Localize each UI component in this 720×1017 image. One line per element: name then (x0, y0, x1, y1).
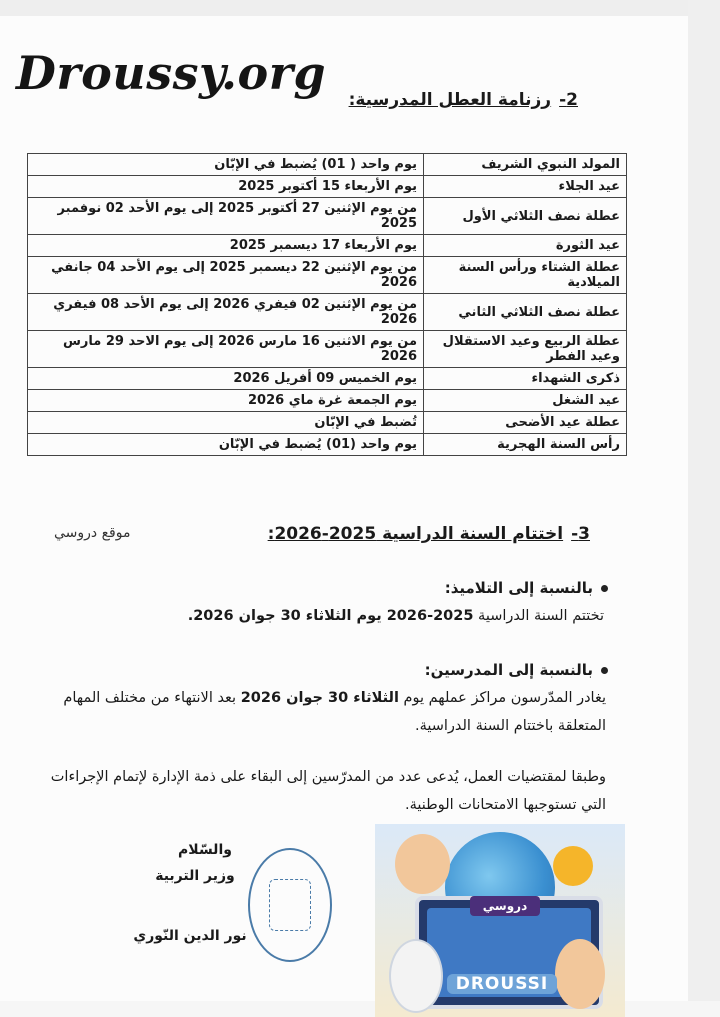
holiday-name: رأس السنة الهجرية (424, 434, 627, 456)
holiday-date: من يوم الاثنين 16 مارس 2026 إلى يوم الاحد 29 مارس 2026 (28, 331, 424, 368)
bullet-icon (601, 585, 608, 592)
site-watermark: Droussy.org (16, 46, 327, 100)
section-3-number: 3- (571, 524, 590, 544)
table-row (28, 368, 627, 390)
closing-text: والسّلام (178, 842, 232, 858)
seal-emblem-icon (269, 879, 311, 931)
note-text: وطبقا لمقتضيات العمل، يُدعى عدد من المدرّسين إلى البقاء على ذمة الإدارة لإتمام الإجراءات التي تستوجبها الامتحانات الوطنية. (50, 769, 606, 813)
site-label: موقع دروسي (54, 525, 131, 541)
holiday-date: من يوم الإثنين 27 أكتوبر 2025 إلى يوم الأحد 02 نوفمبر 2025 (28, 198, 424, 235)
section-3-heading (268, 524, 590, 544)
astronaut-illustration (389, 939, 443, 1013)
logo-word: DROUSSI (447, 974, 557, 994)
holiday-name: عيد الثورة (424, 235, 627, 257)
table-row (28, 390, 627, 412)
holiday-date: يوم الأربعاء 15 أكتوبر 2025 (28, 176, 424, 198)
table-row (28, 294, 627, 331)
holidays-table (27, 153, 627, 456)
holiday-date: تُضبط في الإبّان (28, 412, 424, 434)
holiday-date: يوم الأربعاء 17 ديسمبر 2025 (28, 235, 424, 257)
minister-name: نور الدين النّوري (133, 928, 247, 944)
bullet-icon (601, 667, 608, 674)
holiday-date: يوم الخميس 09 أفريل 2026 (28, 368, 424, 390)
holiday-name: عيد الجلاء (424, 176, 627, 198)
holiday-name: عطلة الربيع وعيد الاستقلال وعيد الفطر (424, 331, 627, 368)
droussi-logo (375, 824, 625, 1017)
holiday-name: عطلة نصف الثلاثي الأول (424, 198, 627, 235)
table-row (28, 412, 627, 434)
child-illustration (555, 939, 605, 1009)
holiday-date: يوم واحد ( 01) يُضبط في الإبّان (28, 154, 424, 176)
ministry-seal (248, 848, 332, 962)
table-row (28, 198, 627, 235)
minister-role: وزير التربية (155, 868, 235, 884)
holiday-date: من يوم الإثنين 22 ديسمبر 2025 إلى يوم الأحد 04 جانفي 2026 (28, 257, 424, 294)
table-row (28, 235, 627, 257)
holiday-name: عطلة نصف الثلاثي الثاني (424, 294, 627, 331)
sun-icon (553, 846, 593, 886)
logo-tag: دروسي (470, 896, 540, 916)
holiday-date: يوم واحد (01) يُضبط في الإبّان (28, 434, 424, 456)
table-row (28, 154, 627, 176)
holiday-name: عيد الشغل (424, 390, 627, 412)
students-text: تختتم السنة الدراسية 2025-2026 يوم الثلاثاء 30 جوان 2026. (187, 608, 604, 624)
teachers-heading: بالنسبة إلى المدرسين: (425, 661, 608, 679)
table-row (28, 176, 627, 198)
teachers-text: يغادر المدّرسون مراكز عملهم يوم الثلاثاء 30 جوان 2026 بعد الانتهاء من مختلف المهام المتعلقة باختتام السنة الدراسية. (63, 690, 606, 734)
right-margin (688, 0, 720, 1001)
holiday-date: يوم الجمعة غرة ماي 2026 (28, 390, 424, 412)
holiday-name: عطلة عيد الأضحى (424, 412, 627, 434)
holiday-name: ذكرى الشهداء (424, 368, 627, 390)
table-row (28, 434, 627, 456)
holiday-date: من يوم الإثنين 02 فيفري 2026 إلى يوم الأحد 08 فيفري 2026 (28, 294, 424, 331)
section-2-title: رزنامة العطل المدرسية: (348, 90, 552, 110)
holiday-name: المولد النبوي الشريف (424, 154, 627, 176)
students-heading: بالنسبة إلى التلاميذ: (445, 579, 608, 597)
table-row (28, 257, 627, 294)
section-3-title: اختتام السنة الدراسية 2025-2026: (267, 524, 564, 544)
child-illustration (395, 834, 450, 894)
holiday-name: عطلة الشتاء ورأس السنة الميلادية (424, 257, 627, 294)
section-2-number: 2- (559, 90, 578, 110)
table-row (28, 331, 627, 368)
section-2-heading (349, 90, 578, 110)
